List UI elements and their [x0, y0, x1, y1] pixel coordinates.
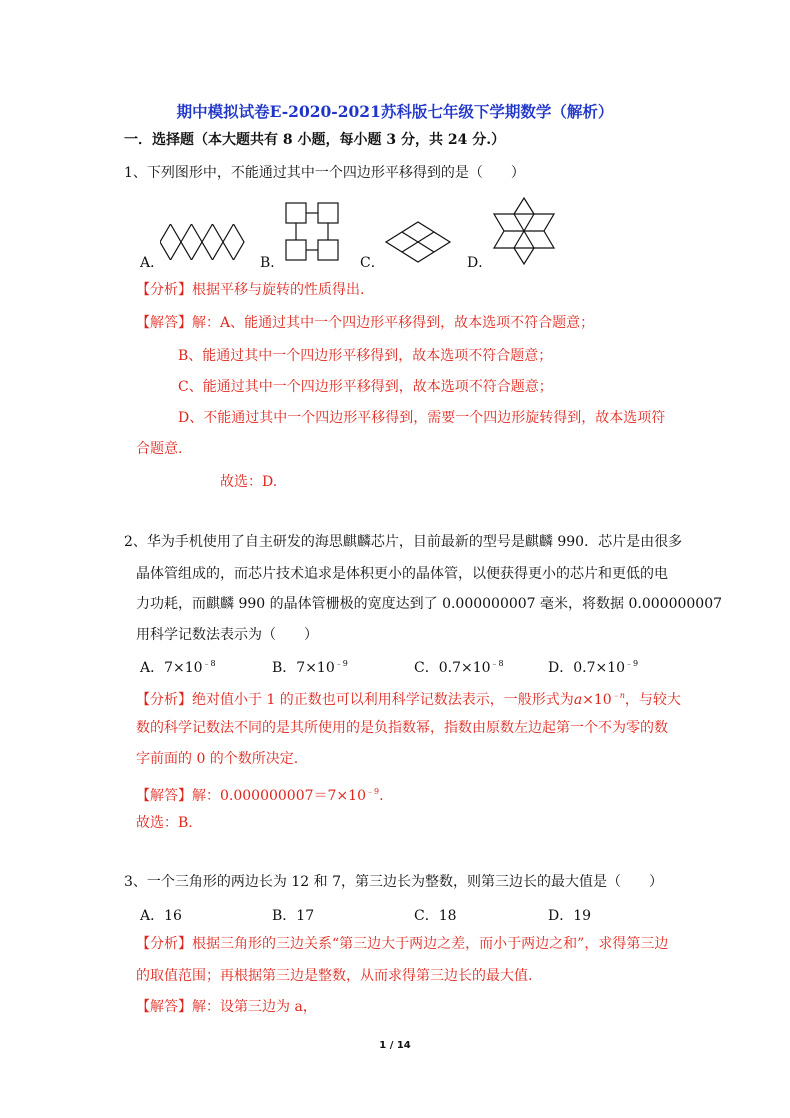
q2-stem-line-4: 用科学记数法表示为（ ） [136, 627, 318, 643]
q1-answer-line-3: C、能通过其中一个四边形平移得到，故本选项不符合题意； [178, 379, 553, 395]
square-shape [318, 240, 338, 260]
q1-choose: 故选：D. [220, 474, 278, 490]
diamond-shape [223, 224, 244, 260]
analysis-times: ×10 [582, 692, 612, 708]
q3-option-d: D．19 [548, 908, 592, 924]
option-label: B．7×10 [272, 660, 335, 676]
analysis-tag: 【分析】 [136, 936, 192, 952]
analysis-tag: 【分析】 [136, 282, 192, 298]
analysis-tag: 【分析】 [136, 692, 192, 708]
q2-stem-line-1: 2、华为手机使用了自主研发的海思麒麟芯片，目前最新的型号是麒麟 990．芯片是由很多 [124, 534, 683, 550]
q2-answer [136, 782, 384, 806]
q2-option-d [548, 657, 638, 677]
answer-tag: 【解答】 [136, 788, 192, 804]
option-label: D．0.7×10 [548, 660, 626, 676]
answer-end: . [379, 788, 384, 804]
answer-tag: 【解答】 [136, 315, 192, 331]
q1-figure-c [384, 220, 452, 264]
q1-answer-line-5: 合题意. [136, 441, 183, 457]
answer-tag: 【解答】 [136, 999, 192, 1015]
answer-exponent: ﹣9 [365, 787, 380, 796]
analysis-text: 根据三角形的三边关系“第三边大于两边之差，而小于两边之和”，求得第三边 [192, 936, 669, 952]
answer-text: 解：设第三边为 a， [192, 999, 317, 1015]
q3-analysis-line-2: 的取值范围；再根据第三边是整数，从而求得第三边长的最大值. [136, 968, 533, 984]
square-shape [286, 203, 306, 223]
option-exponent: ﹣9 [334, 659, 348, 668]
analysis-text: 根据平移与旋转的性质得出. [192, 282, 365, 298]
document-title: 期中模拟试卷E-2020-2021苏科版七年级下学期数学（解析） [176, 102, 614, 121]
diamond-shape [181, 224, 202, 260]
q3-analysis-line-1 [136, 934, 668, 954]
q1-figure-a [160, 224, 246, 260]
option-label: A．7×10 [140, 660, 203, 676]
q2-option-a [140, 657, 216, 677]
analysis-text: 绝对值小于 1 的正数也可以利用科学记数法表示，一般形式为 [192, 692, 574, 708]
q1-option-b: B． [260, 255, 285, 271]
q2-choose: 故选：B. [136, 815, 193, 831]
q2-analysis-line-3: 字前面的 0 的个数所决定. [136, 751, 299, 767]
q3-answer [136, 997, 317, 1017]
section-heading: 一．选择题（本大题共有 8 小题，每小题 3 分，共 24 分.） [124, 132, 506, 148]
answer-text: 解：A、能通过其中一个四边形平移得到，故本选项不符合题意； [192, 315, 595, 331]
option-exponent: ﹣8 [202, 659, 216, 668]
q1-answer-line-1 [136, 313, 594, 333]
diamond-shape [202, 224, 223, 260]
q1-answer-line-2: B、能通过其中一个四边形平移得到，故本选项不符合题意； [178, 348, 553, 364]
q2-option-b [272, 657, 348, 677]
q1-figure-b [284, 202, 340, 262]
q1-stem: 1、下列图形中，不能通过其中一个四边形平移得到的是（ ） [124, 165, 525, 181]
q2-option-c [414, 657, 504, 677]
q2-analysis-line-1 [136, 686, 681, 710]
answer-text: 解：0.000000007＝7×10 [192, 788, 366, 804]
q1-option-c: C． [360, 255, 385, 271]
square-shape [286, 240, 306, 260]
q3-option-b: B．17 [272, 908, 315, 924]
q3-option-a: A．16 [140, 908, 182, 924]
q2-stem-line-2: 晶体管组成的，而芯片技术追求是体积更小的晶体管，以便获得更小的芯片和更低的电 [136, 566, 668, 582]
option-exponent: ﹣9 [625, 659, 639, 668]
analysis-exponent: ﹣n [611, 691, 625, 700]
q1-option-a: A． [140, 255, 165, 271]
q3-option-c: C．18 [414, 908, 457, 924]
analysis-tail: ，与较大 [624, 692, 681, 708]
q1-figure-d [490, 196, 558, 266]
q2-stem-line-3: 力功耗，而麒麟 990 的晶体管栅极的宽度达到了 0.000000007 毫米，将数据 0.000000007 [136, 596, 723, 612]
page-number: 1 / 14 [379, 1040, 411, 1051]
q1-answer-line-4: D、不能通过其中一个四边形平移得到，需要一个四边形旋转得到，故本选项符 [178, 410, 666, 426]
square-shape [318, 203, 338, 223]
q1-option-d: D． [467, 255, 493, 271]
q2-analysis-line-2: 数的科学记数法不同的是其所使用的是负指数幂，指数由原数左边起第一个不为零的数 [136, 720, 668, 736]
q1-analysis [136, 280, 364, 300]
q3-stem: 3、一个三角形的两边长为 12 和 7，第三边长为整数，则第三边长的最大值是（ ） [124, 874, 663, 890]
option-exponent: ﹣8 [490, 659, 504, 668]
option-label: C．0.7×10 [414, 660, 491, 676]
analysis-expr: a [573, 692, 583, 708]
